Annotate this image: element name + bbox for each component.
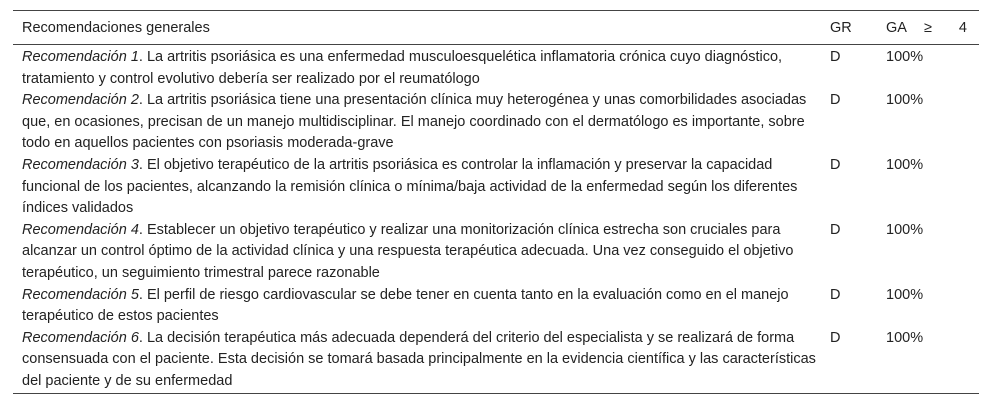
recommendation-cell <box>13 220 821 285</box>
recommendation-text: . El perfil de riesgo cardiovascular se debe tener en cuenta tanto en la evaluación como en el manejo terapéutico de estos pacientes <box>22 286 789 325</box>
recommendation-label: Recomendación 4 <box>22 221 139 238</box>
header-ga-symbol: ≥ <box>923 19 932 36</box>
recommendation-label: Recomendación 3 <box>22 156 139 173</box>
gr-cell: D <box>830 156 841 173</box>
recommendation-cell <box>13 155 821 220</box>
table-row <box>13 328 979 393</box>
recommendation-text: . El objetivo terapéutico de la artritis psoriásica es controlar la inflamación y preservar la capacidad funcional de los pacientes, alcanzando la remisión clínica o mínima/baja actividad de la enfermedad según los diferentes índices validados <box>22 156 798 217</box>
header-ga-threshold: 4 <box>958 19 967 36</box>
header-gr: GR <box>830 19 852 36</box>
recommendation-text: . La decisión terapéutica más adecuada dependerá del criterio del especialista y se realizará de forma consensuada con el paciente. Esta decisión se tomará basada principalmente en la evidencia científica y las características del paciente y de su enfermedad <box>22 329 816 389</box>
gr-cell: D <box>830 92 841 109</box>
recommendation-text: . Establecer un objetivo terapéutico y realizar una monitorización clínica estrecha son cruciales para alcanzar un control óptimo de la actividad clínica y una respuesta terapéutica adecuada. Una vez conseguido el objetivo terapéutico, un seguimiento trimestral parece razonable <box>22 221 794 281</box>
gr-cell: D <box>830 221 841 238</box>
table-row <box>13 45 979 91</box>
recommendation-cell <box>13 285 821 328</box>
recommendation-label: Recomendación 2 <box>22 92 139 109</box>
table-row <box>13 90 979 155</box>
ga-cell: 100% <box>886 156 924 173</box>
header-ga-label: GA <box>886 19 907 36</box>
recommendation-cell <box>13 328 821 393</box>
gr-cell: D <box>830 49 841 65</box>
gr-cell: D <box>830 286 841 303</box>
header-ga <box>877 11 979 45</box>
ga-cell: 100% <box>886 92 924 109</box>
table-row <box>13 285 979 328</box>
ga-cell: 100% <box>886 329 924 346</box>
header-recommendations: Recomendaciones generales <box>22 19 210 36</box>
ga-cell: 100% <box>886 221 924 238</box>
table-header-row <box>13 11 979 45</box>
recommendations-table <box>13 10 979 394</box>
recommendation-cell <box>13 45 821 91</box>
gr-cell: D <box>830 329 841 346</box>
recommendation-label: Recomendación 5 <box>22 286 139 303</box>
recommendation-label: Recomendación 6 <box>22 329 139 346</box>
recommendation-label: Recomendación 1 <box>22 49 139 65</box>
recommendations-table-container <box>13 10 979 394</box>
recommendation-cell <box>13 90 821 155</box>
ga-cell: 100% <box>886 49 924 65</box>
recommendation-text: . La artritis psoriásica tiene una presentación clínica muy heterogénea y unas comorbilidades asociadas que, en ocasiones, precisan de un manejo multidisciplinar. El manejo coordinado con el dermatólogo es importante, sobre todo en aquellos pacientes con psoriasis moderada-grave <box>22 92 807 152</box>
ga-cell: 100% <box>886 286 924 303</box>
recommendation-text: . La artritis psoriásica es una enfermedad musculoesquelética inflamatoria crónica cuyo diagnóstico, tratamiento y control evolutivo debería ser realizado por el reumatólogo <box>22 49 783 87</box>
table-row <box>13 220 979 285</box>
table-row <box>13 155 979 220</box>
